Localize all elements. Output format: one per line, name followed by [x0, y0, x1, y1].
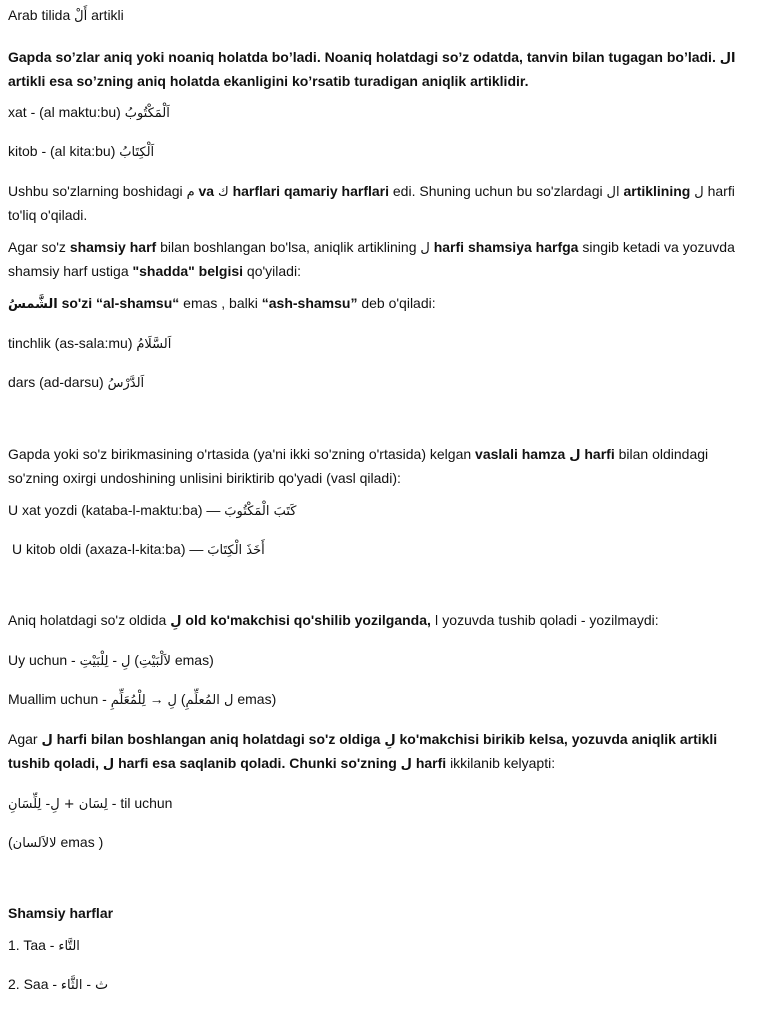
qamariy-paragraph	[8, 180, 758, 226]
example-tinchlik	[8, 332, 758, 356]
li-text: Aniq holatdagi so'z oldida	[8, 612, 167, 628]
vasl-paragraph	[8, 443, 758, 489]
intro-paragraph	[8, 46, 758, 92]
list-item-arabic: التَّاء	[58, 939, 80, 954]
intro-text-2: artikli esa so’zning aniq holatda ekanligini ko’rsatib turadigan aniqlik artiklidir.	[8, 73, 529, 89]
lam-text: harfi esa saqlanib qoladi. Chunki so'zning	[118, 755, 397, 771]
shamsiy-text: singib ketadi va yozuvda shamsiy harf ustiga	[8, 239, 735, 279]
qamariy-text: edi. Shuning uchun bu so'zlardagi	[392, 183, 603, 199]
example-text: - til uchun	[111, 795, 173, 811]
example-arabic: لاَلْبَيْتِ	[138, 654, 171, 669]
li-paragraph	[8, 609, 758, 633]
example-dars	[8, 371, 758, 395]
lam-text: ko'makchisi birikib kelsa, yozuvda aniqlik artikli tushib qoladi,	[8, 731, 718, 771]
qamariy-text: Ushbu so'zlarning boshidagi	[8, 183, 183, 199]
shamsiy-paragraph	[8, 236, 758, 282]
vasl-text: Gapda yoki so'z birikmasining o'rtasida (ya'ni ikki so'zning o'rtasida) kelgan	[8, 446, 472, 462]
example-arabic: لالاَلسان	[12, 836, 57, 851]
shamsu-arabic: الشَّمسُ	[8, 297, 58, 312]
lam-text: Agar	[8, 731, 38, 747]
list-item-text: 1. Taa -	[8, 937, 55, 953]
vasl-arabic: ل	[569, 448, 581, 463]
example-lisan-not	[8, 831, 758, 855]
section-heading: Shamsiy harflar	[8, 905, 114, 921]
qamariy-text: harflari qamariy harflari	[232, 183, 389, 199]
shamsiy-text: shamsiy harf	[69, 239, 157, 255]
li-arabic: لِ	[170, 614, 182, 629]
list-item-text: 2. Saa - ث -	[8, 976, 109, 992]
lam-text: harfi	[415, 755, 447, 771]
shamsiy-text: harfi shamsiya harfga	[433, 239, 579, 255]
vasl-text: vaslali hamza	[475, 446, 566, 462]
example-text: Uy uchun -	[8, 652, 76, 668]
example-arabic: لِ	[120, 654, 131, 669]
shamsu-text: deb o'qiladi:	[361, 295, 436, 311]
li-arabic: ا	[434, 614, 439, 629]
shamsu-line	[8, 292, 758, 316]
vasl-text: bilan oldindagi so'zning oxirgi undoshining unlisini biriktirib qo'yadi (vasl qiladi):	[8, 446, 709, 486]
example-text: (	[134, 652, 139, 668]
example-text: -	[112, 652, 118, 668]
example-arabic: ل المُعلِّمِ	[185, 693, 234, 708]
example-arabic: أَخَذَ الْكِتَابَ	[207, 543, 265, 558]
shamsiy-text: bilan boshlangan bo'lsa, aniqlik artiklining	[160, 239, 417, 255]
intro-arabic: ال	[719, 51, 736, 66]
shamsu-text: emas , balki	[183, 295, 258, 311]
title-suffix: artikli	[91, 7, 124, 23]
example-xat	[8, 101, 758, 125]
qamariy-arabic: ك	[217, 185, 229, 200]
lam-arabic: ل	[41, 733, 53, 748]
lam-arabic: ل	[102, 757, 115, 772]
qamariy-text: artiklining	[623, 183, 691, 199]
example-arabic: اَلْكِتَابُ	[119, 145, 155, 160]
lam-arabic: لِ	[384, 733, 396, 748]
shamsu-text: so'zi “al-shamsu“	[61, 295, 180, 311]
title-text: Arab tilida	[8, 7, 71, 23]
example-text: (	[180, 691, 186, 707]
example-arabic: لِسَان + لِ- لِلِّسَانِ	[8, 797, 108, 812]
example-arabic: اَلْمَكْتُوبُ	[124, 106, 170, 121]
example-text: U kitob oldi (axaza-l-kita:ba) —	[12, 541, 204, 557]
example-text: xat - (al maktu:bu)	[8, 104, 121, 120]
example-kataba	[8, 499, 758, 523]
example-text: tinchlik (as-sala:mu)	[8, 335, 133, 351]
lam-text: harfi bilan boshlangan aniq holatdagi so'z oldiga	[56, 731, 381, 747]
qamariy-text: va	[198, 183, 215, 199]
qamariy-arabic: ال	[606, 185, 620, 200]
example-text: emas )	[60, 834, 104, 850]
example-text: emas)	[237, 691, 277, 707]
example-text: Muallim uchun -	[8, 691, 107, 707]
intro-text-1: Gapda so’zlar aniq yoki noaniq holatda bo’ladi. Noaniq holatdagi so’z odatda, tanvin bilan tugagan bo’ladi.	[8, 49, 716, 65]
example-arabic: اَلسَّلَامُ	[136, 337, 172, 352]
example-arabic: لِ	[167, 693, 177, 708]
vasl-text: harfi	[584, 446, 615, 462]
qamariy-arabic: م	[186, 185, 195, 200]
example-muallim	[8, 688, 758, 712]
qamariy-text: harfi to'liq o'qiladi.	[8, 183, 735, 223]
title-arabic: أَلْ	[74, 9, 88, 24]
li-text: yozuvda tushib qoladi - yozilmaydi:	[442, 612, 659, 628]
lam-arabic: ل	[400, 757, 412, 772]
list-item-arabic: الثَّاء	[60, 978, 83, 993]
shamsu-text: “ash-shamsu”	[261, 295, 358, 311]
example-text: dars (ad-darsu)	[8, 374, 104, 390]
example-text: kitob - (al kita:bu)	[8, 143, 116, 159]
example-text: →	[149, 691, 164, 707]
example-lisan	[8, 792, 758, 816]
shamsiy-text: Agar so'z	[8, 239, 66, 255]
example-text: (	[8, 834, 13, 850]
example-kitob	[8, 140, 758, 164]
li-text: old ko'makchisi qo'shilib yozilganda,	[185, 612, 431, 628]
document-title	[8, 4, 758, 28]
qamariy-arabic: ل	[694, 185, 704, 200]
shamsiy-text: qo'yiladi:	[246, 263, 301, 279]
example-uy	[8, 649, 758, 673]
example-arabic: كَتَبَ الْمَكْتُوبَ	[224, 504, 297, 519]
example-text: U xat yozdi (kataba-l-maktu:ba) —	[8, 502, 221, 518]
shamsiy-text: "shadda" belgisi	[132, 263, 244, 279]
example-axaza	[12, 538, 758, 562]
example-arabic: لِلْبَيْتِ	[79, 654, 109, 669]
example-arabic: اَلدَّرْسُ	[107, 376, 145, 391]
example-arabic: لِلْمُعَلِّمِ	[110, 693, 146, 708]
lam-paragraph	[8, 728, 758, 776]
example-text: emas)	[174, 652, 214, 668]
list-item	[8, 934, 758, 958]
lam-text: ikkilanib kelyapti:	[450, 755, 556, 771]
shamsiy-arabic: ل	[420, 241, 430, 256]
list-item	[8, 973, 758, 997]
